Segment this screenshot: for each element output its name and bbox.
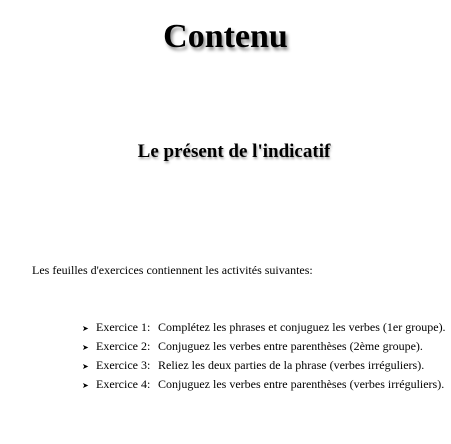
exercise-label: Exercice 1: [96,320,151,334]
exercise-description: Conjuguez les verbes entre parenthèses (verbes irréguliers). [158,377,445,391]
arrow-bullet-icon: ➤ [82,362,89,371]
exercise-label: Exercice 4: [96,377,151,391]
intro-paragraph: Les feuilles d'exercices contiennent les activités suivantes: [32,263,313,277]
arrow-bullet-icon: ➤ [82,381,89,390]
arrow-bullet-icon: ➤ [82,324,89,333]
exercise-description: Conjuguez les verbes entre parenthèses (2ème groupe). [158,339,423,353]
exercise-list [82,318,446,394]
exercise-item [82,356,446,375]
exercise-item [82,318,446,337]
page-title: Contenu [163,18,288,55]
exercise-label: Exercice 3: [96,358,151,372]
exercise-description: Reliez les deux parties de la phrase (verbes irréguliers). [158,358,425,372]
section-subtitle: Le présent de l'indicatif [137,141,331,162]
exercise-description: Complétez les phrases et conjuguez les verbes (1er groupe). [158,320,446,334]
exercise-item [82,337,446,356]
arrow-bullet-icon: ➤ [82,343,89,352]
exercise-item [82,375,446,394]
exercise-label: Exercice 2: [96,339,151,353]
